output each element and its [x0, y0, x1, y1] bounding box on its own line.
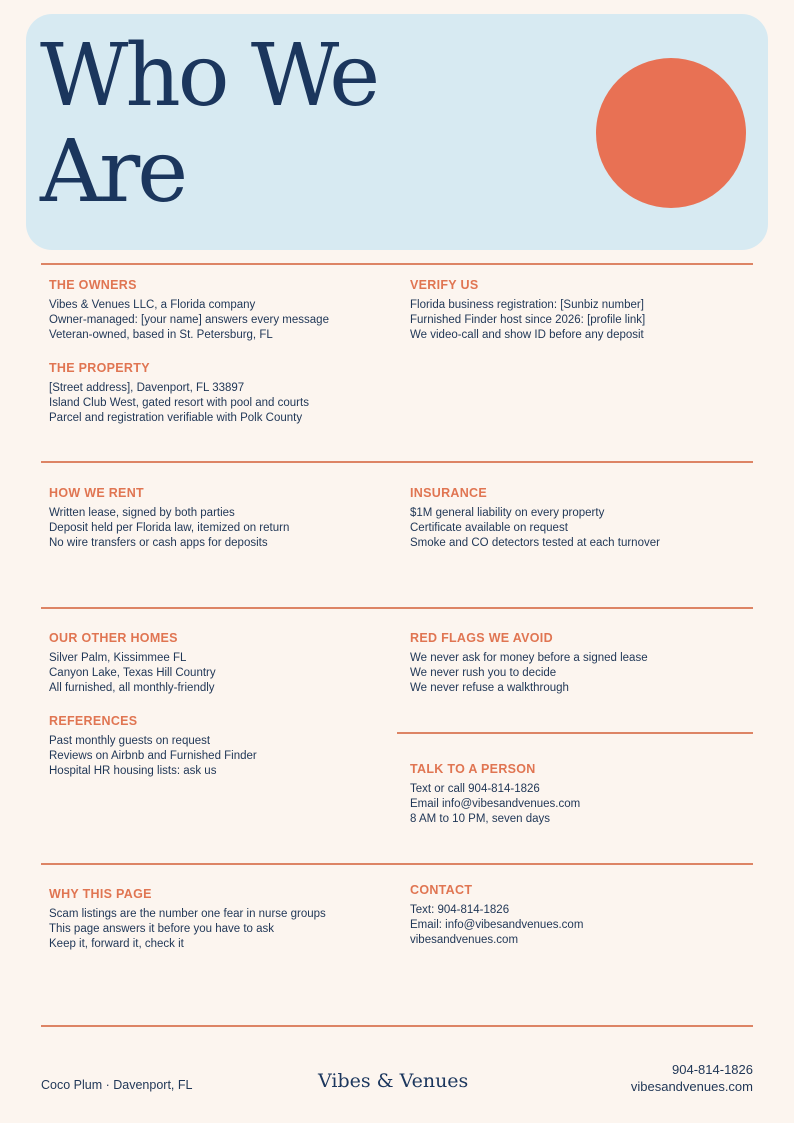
section-line: No wire transfers or cash apps for deposits [49, 537, 268, 549]
section-line: Canyon Lake, Texas Hill Country [49, 667, 216, 679]
section-heading: WHY THIS PAGE [49, 887, 152, 901]
section-verify [410, 278, 750, 343]
section-line: Florida business registration: [Sunbiz number] [410, 299, 644, 311]
section-line: Written lease, signed by both parties [49, 507, 235, 519]
section-heading: VERIFY US [410, 278, 479, 292]
section-contact [410, 883, 750, 948]
section-line: We never refuse a walkthrough [410, 682, 569, 694]
section-talk-to-a-person [410, 762, 750, 827]
section-heading: THE OWNERS [49, 278, 137, 292]
divider [397, 732, 753, 734]
section-line: vibesandvenues.com [410, 934, 519, 946]
section-line: Email: info@vibesandvenues.com [410, 919, 584, 931]
section-line: [Street address], Davenport, FL 33897 [49, 382, 245, 394]
section-insurance [410, 486, 750, 551]
divider [41, 607, 753, 609]
section-line: Deposit held per Florida law, itemized on return [49, 522, 290, 534]
section-heading: OUR OTHER HOMES [49, 631, 178, 645]
section-line: Email info@vibesandvenues.com [410, 798, 581, 810]
footer-brand: Vibes & Venues [318, 1070, 469, 1092]
title-line-2: Are [40, 122, 186, 222]
section-references [49, 714, 389, 779]
divider [41, 461, 753, 463]
section-property [49, 361, 389, 426]
section-heading: RED FLAGS WE AVOID [410, 631, 553, 645]
section-line: 8 AM to 10 PM, seven days [410, 813, 550, 825]
section-line: We never ask for money before a signed lease [410, 652, 648, 664]
section-line: Owner-managed: [your name] answers every message [49, 314, 329, 326]
section-heading: CONTACT [410, 883, 473, 897]
section-heading: REFERENCES [49, 714, 138, 728]
section-other-homes [49, 631, 389, 696]
section-line: All furnished, all monthly-friendly [49, 682, 215, 694]
section-line: Vibes & Venues LLC, a Florida company [49, 299, 256, 311]
footer-divider [41, 1025, 753, 1027]
section-why-this-page [49, 887, 389, 952]
section-line: This page answers it before you have to ask [49, 923, 275, 935]
sun-circle-graphic [596, 58, 746, 208]
section-how-we-rent [49, 486, 389, 551]
section-line: Past monthly guests on request [49, 735, 211, 747]
section-line: Smoke and CO detectors tested at each turnover [410, 537, 660, 549]
footer-contact [631, 1061, 753, 1095]
section-heading: HOW WE RENT [49, 486, 144, 500]
section-line: We never rush you to decide [410, 667, 557, 679]
section-owners [49, 278, 389, 343]
section-heading: THE PROPERTY [49, 361, 150, 375]
section-line: Island Club West, gated resort with pool and courts [49, 397, 309, 409]
section-line: Text or call 904-814-1826 [410, 783, 540, 795]
section-line: Text: 904-814-1826 [410, 904, 510, 916]
section-line: Hospital HR housing lists: ask us [49, 765, 217, 777]
section-line: Scam listings are the number one fear in nurse groups [49, 908, 326, 920]
section-line: We video-call and show ID before any deposit [410, 329, 644, 341]
section-red-flags [410, 631, 750, 696]
divider [41, 263, 753, 265]
section-heading: INSURANCE [410, 486, 488, 500]
hero-banner [26, 14, 768, 250]
section-line: Reviews on Airbnb and Furnished Finder [49, 750, 257, 762]
divider [41, 863, 753, 865]
section-line: Veteran-owned, based in St. Petersburg, FL [49, 329, 273, 341]
section-line: Furnished Finder host since 2026: [profile link] [410, 314, 646, 326]
footer-phone: 904-814-1826 [672, 1062, 753, 1077]
footer-website: vibesandvenues.com [630, 1079, 753, 1094]
section-line: Keep it, forward it, check it [49, 938, 184, 950]
footer-location: Coco Plum · Davenport, FL [41, 1078, 193, 1092]
section-line: $1M general liability on every property [410, 507, 605, 519]
page-title [40, 28, 377, 220]
section-line: Silver Palm, Kissimmee FL [49, 652, 187, 664]
section-heading: TALK TO A PERSON [410, 762, 536, 776]
section-line: Parcel and registration verifiable with Polk County [49, 412, 303, 424]
title-line-1: Who We [40, 26, 378, 126]
section-line: Certificate available on request [410, 522, 568, 534]
